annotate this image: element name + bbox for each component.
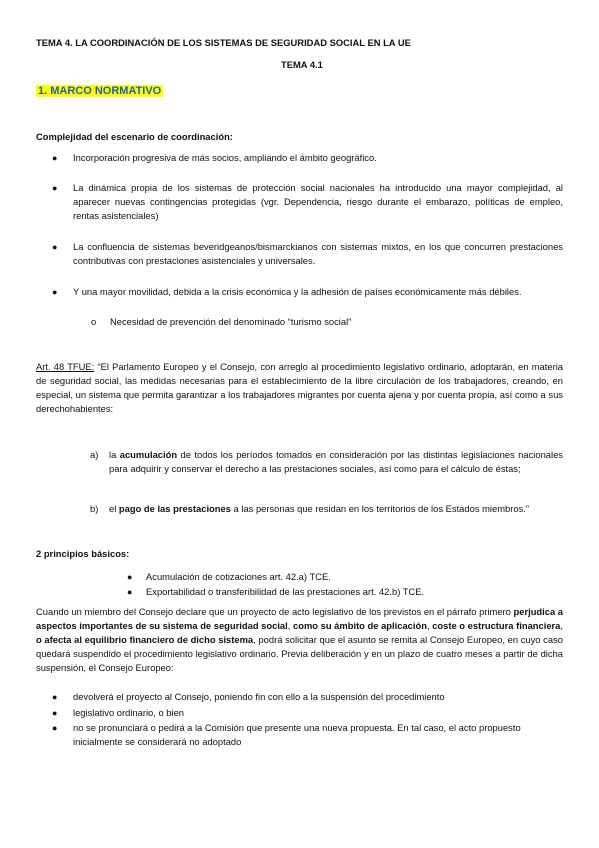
consejo-text-5: , podrá solicitar que el asunto se remita al Consejo Europeo, en cuyo caso quedará suspendido el procedimiento legislativo ordinario. Previa deliberación y en un plazo de cuatro meses a partir de dicha suspensión, el Consejo Europeo: — [36, 634, 563, 673]
art48-ref: Art. 48 TFUE: — [36, 361, 95, 372]
art48-text: “El Parlamento Europeo y el Consejo, con arreglo al procedimiento legislativo ordinario, adoptarán, en materia de seguridad social, las medidas necesarias para el establecimiento de la libre circulación de los trabajadores, creando, en especial, un sistema que permita garantizar a los trabajadores migrantes por cuenta ajena y por cuenta propia, así como a sus derechohabientes: — [36, 361, 563, 414]
section-heading-text: 1. MARCO NORMATIVO — [38, 85, 162, 97]
bullet-icon: ● — [52, 183, 58, 193]
complejidad-bullet-1: Incorporación progresiva de más socios, ampliando el ámbito geográfico. — [73, 152, 377, 163]
bullet-icon: ● — [127, 572, 133, 582]
art48-item-a-label: a) — [90, 449, 99, 460]
art48-paragraph — [36, 360, 563, 416]
art48-item-a — [109, 448, 563, 476]
art48-item-a-post: de todos los períodos tomados en consideración por las distintas legislaciones nacionales para adquirir y conservar el derecho a las prestaciones sociales, así como para el cálculo de éstas; — [109, 449, 563, 474]
bullet-icon: ● — [127, 587, 133, 597]
consejo-bold-3: coste o estructura financiera — [432, 620, 561, 631]
consejo-bold-2: como su ámbito de aplicación — [293, 620, 427, 631]
art48-item-b-pre: el — [109, 503, 119, 514]
complejidad-heading: Complejidad del escenario de coordinación: — [36, 131, 233, 142]
art48-item-a-pre: la — [109, 449, 120, 460]
complejidad-bullet-4: Y una mayor movilidad, debida a la crisis económica y la adhesión de países económicamente más débiles. — [73, 286, 522, 297]
principio-2: Exportabilidad o transferibilidad de las prestaciones art. 42.b) TCE. — [146, 586, 425, 597]
art48-item-b-bold: pago de las prestaciones — [118, 503, 231, 514]
consejo-item-2: legislativo ordinario, o bien — [73, 707, 185, 718]
sub-bullet-marker: o — [91, 316, 97, 327]
art48-item-a-bold: acumulación — [119, 449, 178, 460]
art48-item-b-label: b) — [90, 503, 99, 514]
art48-item-b-post: a las personas que residan en los territorios de los Estados miembros.” — [230, 503, 529, 514]
consejo-text-4: , — [560, 620, 564, 631]
complejidad-bullet-3: La confluencia de sistemas beveridgeanos/bismarckianos con sistemas mixtos, en los que concurren prestaciones contributivas con prestaciones asistenciales y universales. — [73, 241, 563, 266]
complejidad-bullet-2: La dinámica propia de los sistemas de protección social nacionales ha introducido una mayor complejidad, al aparecer nuevas contingencias protegidas (vgr. Dependencia, riesgo durante el embarazo, políticas de empleo, rentas asistenciales) — [73, 182, 563, 221]
topic-subtitle: TEMA 4.1 — [281, 59, 323, 70]
document-title: TEMA 4. LA COORDINACIÓN DE LOS SISTEMAS DE SEGURIDAD SOCIAL EN LA UE — [36, 37, 411, 48]
bullet-icon: ● — [52, 723, 58, 733]
consejo-text-3: , — [426, 620, 433, 631]
consejo-text-2: , — [287, 620, 293, 631]
art48-item-b — [109, 502, 569, 516]
consejo-bold-4: o afecta al equilibrio financiero de dicho sistema — [36, 634, 254, 645]
consejo-bold-1: perjudica a aspectos importantes de su sistema de seguridad social — [36, 606, 564, 631]
complejidad-sub-bullet: Necesidad de prevención del denominado “turismo social” — [110, 316, 352, 327]
bullet-icon: ● — [52, 708, 58, 718]
principio-1: Acumulación de cotizaciones art. 42.a) TCE. — [146, 571, 331, 582]
bullet-icon: ● — [52, 287, 58, 297]
consejo-text-1: Cuando un miembro del Consejo declare que un proyecto de acto legislativo de los previstos en el párrafo primero — [36, 606, 514, 617]
bullet-icon: ● — [52, 242, 58, 252]
section-heading — [36, 81, 163, 99]
bullet-icon: ● — [52, 692, 58, 702]
principios-heading: 2 principios básicos: — [36, 548, 130, 559]
consejo-item-1: devolverá el proyecto al Consejo, poniendo fin con ello a la suspensión del procedimiento — [73, 691, 445, 702]
consejo-paragraph — [36, 605, 563, 675]
consejo-item-3: no se pronunciará o pedirá a la Comisión que presente una nueva propuesta. En tal caso, el acto propuesto inicialmente se considerará no adoptado — [73, 722, 521, 747]
bullet-icon: ● — [52, 153, 58, 163]
